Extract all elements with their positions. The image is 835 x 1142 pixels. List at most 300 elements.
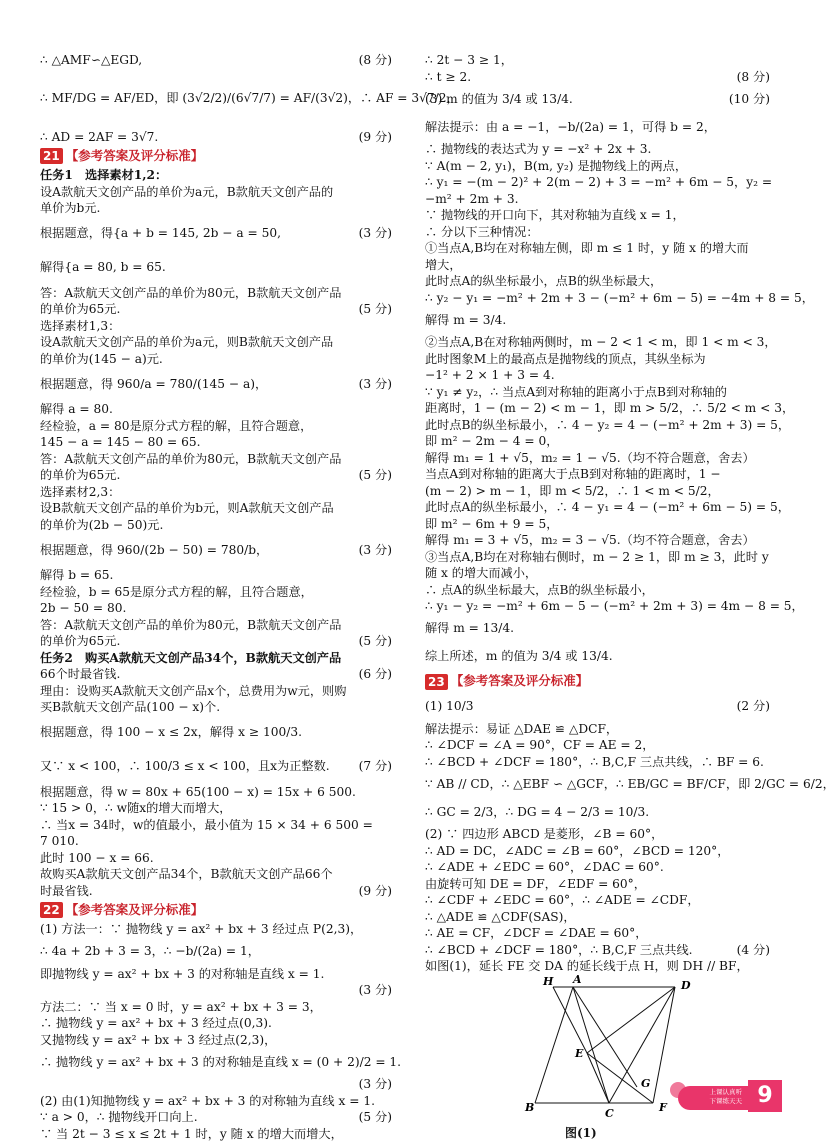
text-line [40, 817, 392, 834]
figure-label: G [641, 1077, 650, 1090]
line-text: 选择素材2,3： [40, 484, 120, 501]
score-mark [764, 273, 770, 290]
line-text: ∴ AD = DC，∠ADC = ∠B = 60°，∠BCD = 120°， [425, 843, 729, 860]
score-mark: (3 分) [353, 376, 392, 393]
score-mark: (10 分) [723, 91, 770, 108]
score-mark: (3 分) [353, 225, 392, 242]
text-line [425, 958, 770, 975]
line-text: ∴ 点A的纵坐标最大，点B的纵坐标最小， [425, 582, 654, 599]
line-text: ∴ 抛物线 y = ax² + bx + 3 的对称轴是直线 x = (0 + 2)/2 = 1. [40, 1054, 401, 1071]
score-mark [386, 584, 392, 601]
score-mark [386, 517, 392, 534]
line-text: 综上所述，m 的值为 3/4 或 13/4. [425, 648, 613, 665]
score-mark [814, 290, 820, 307]
text-line [40, 484, 392, 501]
text-line [425, 433, 770, 450]
text-line [40, 883, 392, 900]
text-line [425, 826, 770, 843]
text-line [40, 750, 392, 784]
score-mark [386, 351, 392, 368]
score-mark: (4 分) [731, 942, 770, 959]
score-mark [386, 817, 392, 834]
line-text: 当点A到对称轴的距离大于点B到对称轴的距离时，1 − [425, 466, 721, 483]
text-line [425, 69, 770, 86]
text-line [40, 938, 392, 966]
text-line [425, 859, 770, 876]
figure-label: F [658, 1101, 668, 1114]
score-mark [764, 450, 770, 467]
line-text: ∴ GC = 2/3，∴ DG = 4 − 2/3 = 10/3. [425, 804, 649, 821]
figure-label: B [524, 1101, 534, 1114]
line-text: 故购买A款航天文创产品34个，B款航天文创产品66个 [40, 866, 333, 883]
line-text: 即 m² − 2m − 4 = 0， [425, 433, 558, 450]
text-line [40, 1032, 392, 1049]
text-line [425, 499, 770, 516]
text-line [425, 52, 770, 69]
text-line [40, 467, 392, 484]
line-text: 又抛物线 y = ax² + bx + 3 经过点(2,3)， [40, 1032, 276, 1049]
line-text: 又∵ x < 100，∴ 100/3 ≤ x < 100，且x为正整数. [40, 758, 330, 775]
text-line [40, 1109, 392, 1126]
text-line [40, 1093, 392, 1110]
score-mark [764, 876, 770, 893]
line-text: ∴ 当x = 34时，w的值最小，最小值为 15 × 34 + 6 500 = [40, 817, 373, 834]
line-text: 解法提示：由 a = −1，−b/(2a) = 1，可得 b = 2， [425, 119, 716, 136]
text-line [425, 892, 770, 909]
line-text: (1) 方法一：∵ 抛物线 y = ax² + bx + 3 经过点 P(2,3)， [40, 921, 362, 938]
score-mark: (2 分) [731, 698, 770, 715]
text-line [40, 850, 392, 867]
score-mark [764, 843, 770, 860]
score-mark [764, 892, 770, 909]
score-mark [386, 600, 392, 617]
score-mark: (3 分) [353, 542, 392, 559]
section-label: 【参考答案及评分标准】 [66, 902, 204, 919]
line-text: 任务2 购买A款航天文创产品34个，B款航天文创产品 [40, 650, 341, 667]
line-text: 即抛物线 y = ax² + bx + 3 的对称轴是直线 x = 1. [40, 966, 324, 983]
line-text: 根据题意，得 960/a = 780/(145 − a)， [40, 376, 267, 393]
text-line [40, 200, 392, 217]
score-mark [764, 565, 770, 582]
text-line [40, 52, 392, 69]
text-line [425, 770, 770, 798]
line-text: ∴ AE = CF，∠DCF = ∠DAE = 60°， [425, 925, 647, 942]
score-mark [764, 257, 770, 274]
line-text: 理由：设购买A款航天文创产品x个，总费用为w元，则购 [40, 683, 346, 700]
text-line [425, 191, 770, 208]
section-number: 22 [40, 902, 63, 918]
score-mark [386, 784, 392, 801]
line-text: 145 − a = 145 − 80 = 65. [40, 434, 201, 451]
line-text: ∴ △AMF∽△EGD, [40, 52, 142, 69]
text-line [40, 434, 392, 451]
line-text: 方法二：∵ 当 x = 0 时，y = ax² + bx + 3 = 3， [40, 999, 322, 1016]
line-text: ∴ 2t − 3 ≥ 1， [425, 52, 513, 69]
line-text: (2) 由(1)知抛物线 y = ax² + bx + 3 的对称轴为直线 x = 1. [40, 1093, 375, 1110]
text-line [425, 113, 770, 141]
score-mark [764, 582, 770, 599]
line-text: −m² + 2m + 3. [425, 191, 519, 208]
score-mark [764, 141, 770, 158]
line-text: ③当点A,B均在对称轴右侧时，m − 2 ≥ 1，即 m ≥ 3，此时 y [425, 549, 769, 566]
line-text: 设A款航天文创产品的单价为a元，则B款航天文创产品 [40, 334, 333, 351]
score-mark [386, 434, 392, 451]
text-line [40, 318, 392, 335]
section-label: 【参考答案及评分标准】 [66, 148, 204, 165]
score-mark [386, 921, 392, 938]
score-mark: (5 分) [353, 633, 392, 650]
text-line [40, 129, 392, 146]
line-text: 解得 a = 80. [40, 401, 113, 418]
text-line [425, 141, 770, 158]
line-text: 增大， [425, 257, 462, 274]
figure-segment [573, 987, 609, 1103]
badge-line-2: 下课练天天 [710, 1097, 743, 1106]
score-mark [386, 966, 392, 983]
text-line [40, 683, 392, 700]
text-line [425, 925, 770, 942]
score-mark [764, 52, 770, 69]
line-text: 根据题意，得{a + b = 145, 2b − a = 50, [40, 225, 281, 242]
text-line [425, 85, 770, 113]
text-line [425, 909, 770, 926]
text-line [425, 240, 770, 257]
line-text: 此时 100 − x = 66. [40, 850, 154, 867]
score-mark [764, 384, 770, 401]
figure-label: D [680, 979, 691, 992]
text-line [40, 1015, 392, 1032]
line-text: 2b − 50 = 80. [40, 600, 126, 617]
score-mark [764, 909, 770, 926]
section-header [425, 673, 770, 691]
text-line [425, 384, 770, 401]
line-text: ∴ ∠CDF + ∠EDC = 60°，∴ ∠ADE = ∠CDF， [425, 892, 700, 909]
score-mark [386, 334, 392, 351]
line-text: 根据题意，得 w = 80x + 65(100 − x) = 15x + 6 500. [40, 784, 356, 801]
line-text: ∵ a > 0，∴ 抛物线开口向上. [40, 1109, 198, 1126]
text-line [425, 643, 770, 671]
line-text: 随 x 的增大而减小， [425, 565, 537, 582]
text-line [40, 1048, 392, 1076]
score-mark [764, 826, 770, 843]
line-text: 经检验，a = 80是原分式方程的解，且符合题意， [40, 418, 312, 435]
text-line [425, 224, 770, 241]
score-mark [386, 833, 392, 850]
text-line [40, 800, 392, 817]
line-text: ∴ 抛物线 y = ax² + bx + 3 经过点(0,3). [40, 1015, 272, 1032]
text-line [425, 598, 770, 615]
text-line [40, 401, 392, 418]
score-mark [764, 516, 770, 533]
text-line [40, 833, 392, 850]
page-badge [662, 1076, 782, 1116]
line-text: 单价为b元. [40, 200, 100, 217]
text-line [40, 367, 392, 401]
score-mark [386, 683, 392, 700]
line-text: 66个时最省钱. [40, 666, 120, 683]
score-mark [386, 484, 392, 501]
line-text: 的单价为65元. [40, 467, 120, 484]
score-mark [386, 184, 392, 201]
text-line [425, 367, 770, 384]
line-text: ∵ y₁ ≠ y₂，∴ 当点A到对称轴的距离小于点B到对称轴的 [425, 384, 727, 401]
text-line [40, 285, 392, 302]
line-text: 任务1 选择素材1,2： [40, 167, 167, 184]
text-line [40, 966, 392, 983]
line-text: 解得 b = 65. [40, 567, 113, 584]
score-mark [386, 451, 392, 468]
line-text: 此时点A的纵坐标最小，∴ 4 − y₁ = 4 − (−m² + 6m − 5) = 5， [425, 499, 790, 516]
score-mark [386, 1093, 392, 1110]
text-line [425, 693, 770, 721]
line-text: 此时图象M上的最高点是抛物线的顶点，其纵坐标为 [425, 351, 706, 368]
text-line [40, 921, 392, 938]
line-text: ∴ y₁ − y₂ = −m² + 6m − 5 − (−m² + 2m + 3) = 4m − 8 = 5， [425, 598, 804, 615]
text-line [40, 784, 392, 801]
text-line [40, 301, 392, 318]
text-line [40, 334, 392, 351]
line-text: ∴ y₂ − y₁ = −m² + 2m + 3 − (−m² + 6m − 5) = −4m + 8 = 5， [425, 290, 814, 307]
text-line [425, 516, 770, 533]
score-mark: (5 分) [353, 467, 392, 484]
score-mark [764, 859, 770, 876]
text-line [425, 549, 770, 566]
figure-label: E [574, 1047, 584, 1060]
score-mark [386, 1126, 392, 1142]
text-line [40, 1126, 392, 1142]
text-line [425, 466, 770, 483]
score-mark [386, 401, 392, 418]
line-text: 解得 m₁ = 1 + √5，m₂ = 1 − √5.（均不符合题意，舍去） [425, 450, 755, 467]
score-mark: (6 分) [353, 666, 392, 683]
score-mark [386, 1015, 392, 1032]
line-text: 设B款航天文创产品的单价为b元，则A款航天文创产品 [40, 500, 334, 517]
line-text: 答：A款航天文创产品的单价为80元，B款航天文创产品 [40, 617, 341, 634]
text-line [40, 666, 392, 683]
score-mark [764, 721, 770, 738]
text-line [425, 942, 770, 959]
section-number: 23 [425, 674, 448, 690]
score-mark [764, 754, 770, 771]
score-mark [794, 400, 800, 417]
line-text: 的单价为65元. [40, 301, 120, 318]
text-line [40, 866, 392, 883]
line-text: 答：A款航天文创产品的单价为80元，B款航天文创产品 [40, 285, 341, 302]
line-text: ①当点A,B均在对称轴左侧，即 m ≤ 1 时，y 随 x 的增大而 [425, 240, 749, 257]
score-mark [386, 418, 392, 435]
score-mark [772, 174, 778, 191]
text-line [425, 737, 770, 754]
score-mark: (5 分) [353, 301, 392, 318]
line-text: 由旋转可知 DE = DF，∠EDF = 60°， [425, 876, 646, 893]
section-header [40, 147, 392, 165]
text-line [40, 600, 392, 617]
right-column [425, 52, 770, 1140]
text-line [425, 532, 770, 549]
figure-label: H [542, 975, 554, 988]
line-text: ∴ MF/DG = AF/ED，即 (3√2/2)/(6√7/7) = AF/(3√2)，∴ AF = 3√7/2， [40, 90, 459, 107]
badge-line-1: 上课认真听 [710, 1088, 743, 1097]
line-text: ∴ y₁ = −(m − 2)² + 2(m − 2) + 3 = −m² + 6m − 5，y₂ = [425, 174, 772, 191]
text-line [40, 716, 392, 750]
text-line [425, 158, 770, 175]
text-line [425, 334, 770, 351]
line-text: ∵ 15 > 0，∴ w随x的增大而增大， [40, 800, 231, 817]
score-mark [386, 617, 392, 634]
figure-label: A [572, 973, 582, 986]
score-mark [764, 351, 770, 368]
line-text: 时最省钱. [40, 883, 93, 900]
left-column [40, 52, 392, 1142]
text-line [40, 533, 392, 567]
figure-segment [587, 987, 675, 1053]
line-text: 答：A款航天文创产品的单价为80元，B款航天文创产品 [40, 451, 341, 468]
score-mark [764, 367, 770, 384]
score-mark [764, 207, 770, 224]
section-label: 【参考答案及评分标准】 [451, 673, 589, 690]
score-mark [790, 417, 796, 434]
line-text: ∴ ∠ADE + ∠EDC = 60°，∠DAC = 60°. [425, 859, 664, 876]
score-mark: (7 分) [353, 758, 392, 775]
score-mark: (3 分) [353, 1076, 392, 1093]
line-text: 解法提示：易证 △DAE ≌ △DCF， [425, 721, 618, 738]
line-text: 经检验，b = 65是原分式方程的解，且符合题意， [40, 584, 313, 601]
line-text: 即 m² − 6m + 9 = 5， [425, 516, 558, 533]
line-text: 7 010. [40, 833, 79, 850]
score-mark [777, 334, 783, 351]
line-text: ∴ ∠DCF = ∠A = 90°，CF = AE = 2， [425, 737, 654, 754]
line-text: 解得 m = 3/4. [425, 312, 506, 329]
text-line [425, 565, 770, 582]
line-text: 根据题意，得 960/(2b − 50) = 780/b， [40, 542, 268, 559]
score-mark [386, 1032, 392, 1049]
score-mark [764, 158, 770, 175]
score-mark: (8 分) [353, 52, 392, 69]
line-text: 的单价为(145 − a)元. [40, 351, 163, 368]
figure-label: C [605, 1107, 614, 1120]
score-mark [386, 167, 392, 184]
line-text: ∴ 抛物线的表达式为 y = −x² + 2x + 3. [425, 141, 651, 158]
score-mark [386, 500, 392, 517]
text-line [425, 615, 770, 643]
text-line [40, 617, 392, 634]
text-line [40, 451, 392, 468]
figure-segment [587, 1053, 609, 1103]
line-text: (1) 10/3 [425, 698, 474, 715]
score-mark: (3 分) [353, 982, 392, 999]
line-text: ∴ 分以下三种情况： [425, 224, 539, 241]
line-text: 的单价为65元. [40, 633, 120, 650]
text-line [425, 174, 770, 191]
score-mark [764, 191, 770, 208]
text-line [425, 582, 770, 599]
line-text: ∴ △ADE ≌ △CDF(SAS)， [425, 909, 576, 926]
line-text: 此时点B的纵坐标最小，∴ 4 − y₂ = 4 − (−m² + 2m + 3) = 5， [425, 417, 790, 434]
score-mark [386, 318, 392, 335]
line-text: ∴ 4a + 2b + 3 = 3，∴ −b/(2a) = 1， [40, 943, 260, 960]
line-text: 的单价为(2b − 50)元. [40, 517, 163, 534]
line-text: ∴ ∠BCD + ∠DCF = 180°，∴ B,C,F 三点共线. [425, 942, 693, 959]
text-line [40, 251, 392, 285]
line-text: 距离时，1 − (m − 2) < m − 1，即 m > 5/2，∴ 5/2 < m < 3， [425, 400, 794, 417]
score-mark [386, 866, 392, 883]
text-line [425, 450, 770, 467]
score-mark [386, 567, 392, 584]
line-text: ∴ AD = 2AF = 3√7. [40, 129, 158, 146]
text-line [425, 798, 770, 826]
text-line [40, 184, 392, 201]
line-text: (2) ∵ 四边形 ABCD 是菱形，∠B = 60°， [425, 826, 663, 843]
text-line [40, 650, 392, 667]
line-text: (3) m 的值为 3/4 或 13/4. [425, 91, 573, 108]
line-text: ∵ 当 2t − 3 ≤ x ≤ 2t + 1 时，y 随 x 的增大而增大， [40, 1126, 343, 1142]
line-text: 如图(1)，延长 FE 交 DA 的延长线于点 H，则 DH // BF， [425, 958, 749, 975]
score-mark [386, 999, 392, 1016]
page-number: 9 [748, 1080, 782, 1112]
text-line [425, 876, 770, 893]
text-line [40, 584, 392, 601]
text-line [40, 351, 392, 368]
text-line [425, 400, 770, 417]
score-mark [764, 737, 770, 754]
section-header [40, 901, 392, 919]
score-mark [386, 699, 392, 716]
text-line [40, 633, 392, 650]
text-line [40, 567, 392, 584]
line-text: 设A款航天文创产品的单价为a元，B款航天文创产品的 [40, 184, 333, 201]
text-line [425, 351, 770, 368]
figure-segment [535, 987, 573, 1103]
badge-text [710, 1088, 743, 1106]
text-line [40, 418, 392, 435]
score-mark: (9 分) [353, 129, 392, 146]
score-mark [764, 958, 770, 975]
text-line [40, 217, 392, 251]
line-text: ②当点A,B在对称轴两侧时，m − 2 < 1 < m，即 1 < m < 3， [425, 334, 777, 351]
text-line [425, 417, 770, 434]
line-text: 解得{a = 80, b = 65. [40, 259, 166, 276]
text-line [40, 500, 392, 517]
score-mark [386, 650, 392, 667]
figure-segment [573, 987, 637, 1087]
section-number: 21 [40, 148, 63, 164]
text-line [40, 982, 392, 999]
score-mark [764, 925, 770, 942]
line-text: (m − 2) > m − 1，即 m < 5/2，∴ 1 < m < 5/2， [425, 483, 720, 500]
text-line [40, 167, 392, 184]
text-line [425, 207, 770, 224]
score-mark [386, 285, 392, 302]
score-mark [764, 240, 770, 257]
line-text: ∴ t ≥ 2. [425, 69, 471, 86]
line-text: 根据题意，得 100 − x ≤ 2x，解得 x ≥ 100/3. [40, 724, 302, 741]
text-line [40, 517, 392, 534]
text-line [40, 999, 392, 1016]
line-text: ∵ AB // CD，∴ △EBF ∽ △GCF，∴ EB/GC = BF/CF，即 2/GC = 6/2， [425, 776, 835, 793]
score-mark [764, 532, 770, 549]
score-mark [764, 224, 770, 241]
line-text: 选择素材1,3： [40, 318, 120, 335]
text-line [40, 699, 392, 716]
score-mark: (9 分) [353, 883, 392, 900]
line-text: 解得 m = 13/4. [425, 620, 514, 637]
score-mark [386, 850, 392, 867]
text-line [425, 290, 770, 307]
line-text: 解得 m₁ = 3 + √5，m₂ = 3 − √5.（均不符合题意，舍去） [425, 532, 755, 549]
text-line [425, 257, 770, 274]
score-mark: (8 分) [731, 69, 770, 86]
score-mark [386, 800, 392, 817]
